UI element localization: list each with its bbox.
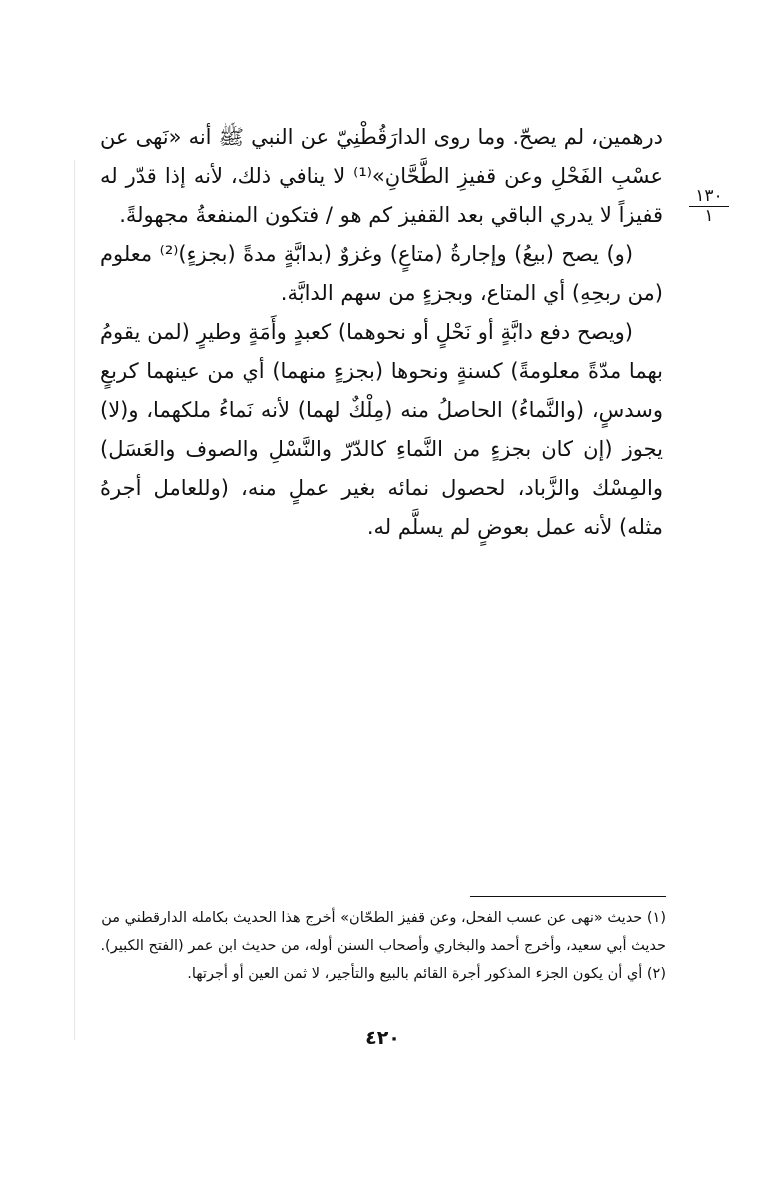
paragraph-2: (و) يصح (بيعُ) وإجارةُ (متاعٍ) وغزوٌ (بدابَّةٍ مدةً (بجزءٍ)⁽²⁾ معلوم (من ربحِهِ) أي المتاع، وبجزءٍ من سهم الدابَّة. [100,242,663,305]
margin-page-reference [689,188,729,225]
margin-ref-number: ١٣٠ [689,188,729,207]
footnotes [100,904,666,988]
footnote-separator [470,896,666,897]
paragraph-1: درهمين، لم يصحّ. وما روى الدارَقُطْنِيّ عن النبي ﷺ أنه «نَهى عن عسْبِ الفَحْلِ وعن قفيزِ الطَّحَّانِ»⁽¹⁾ لا ينافي ذلك، لأنه إذا قدّر له قفيزاً لا يدري الباقي بعد القفيز كم هو / فتكون المنفعةُ مجهولةً. [100,125,663,227]
page-number: ٤٢٠ [365,1027,400,1049]
paragraph-3: (ويصح دفع دابَّةٍ أو نَحْلٍ أو نحوهما) كعبدٍ وأَمَةٍ وطيرٍ (لمن يقومُ بهما مدّةً معلومةً) كسنةٍ ونحوها (بجزءٍ منهما) أي من عينهما كربعٍ وسدسٍ، (والنَّماءُ) الحاصلُ منه (مِلْكٌ لهما) لأنه نَماءُ ملكهما، و(لا) يجوز (إن كان بجزءٍ من النَّماءِ كالدّرّ والنَّسْلِ والصوف والعَسَل) والمِسْك والزَّباد، لحصول نمائه بغير عملٍ منه، (وللعامل أجرهُ مثله) لأنه عمل بعوضٍ لم يسلَّم له. [100,320,663,539]
footnote-1: (١) حديث «نهى عن عسب الفحل، وعن قفيز الطحّان» أخرج هذا الحديث بكامله الدارقطني من حديث أبي سعيد، وأخرج أحمد والبخاري وأصحاب السنن أوله، من حديث ابن عمر (الفتح الكبير). [100,910,666,954]
margin-ref-sub: ١ [704,206,714,226]
gutter-shadow-line [74,160,75,1040]
main-text-body [100,118,663,547]
footnote-2: (٢) أي أن يكون الجزء المذكور أجرة القائم بالبيع والتأجير، لا ثمن العين أو أجرتها. [187,966,666,982]
